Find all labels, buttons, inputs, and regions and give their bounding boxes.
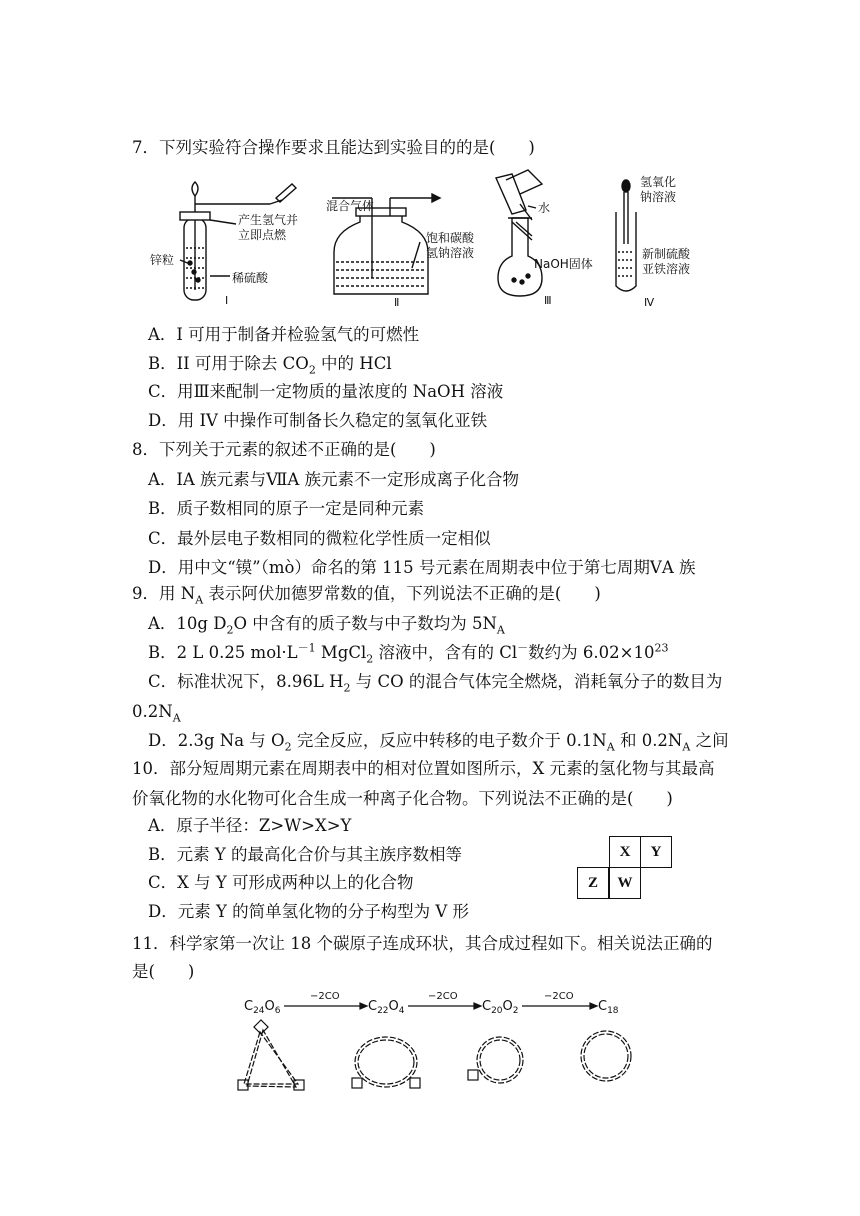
periodic-table-fragment — [577, 836, 677, 902]
q10-stem-line1: 10．部分短周期元素在周期表中的相对位置如图所示，X 元素的氢化物与其最高 — [132, 759, 715, 778]
q9-option-a: A．10g $D_2O$ 中含有的质子数与中子数均为 $5N_A$ — [148, 614, 505, 637]
label-iv-reagent2: 钠溶液 — [640, 190, 677, 204]
structure-c24o6 — [238, 1020, 304, 1090]
q10-stem-line2: 价氧化物的水化物可化合生成一种离子化合物。下列说法不正确的是( ) — [132, 789, 673, 808]
q8-option-d: D．用中文“镆”（mò）命名的第 115 号元素在周期表中位于第七周期ⅤA 族 — [148, 558, 696, 577]
structure-c18 — [581, 1031, 631, 1081]
label-ii-sol: 饱和碳酸 — [426, 231, 475, 245]
label-iii-solid: NaOH固体 — [534, 257, 593, 271]
label-i-zinc: 锌粒 — [150, 253, 175, 267]
label-ii-num: Ⅱ — [394, 296, 400, 309]
apparatus-iv — [616, 180, 636, 291]
q8-option-b: B．质子数相同的原子一定是同种元素 — [148, 499, 425, 518]
q11-synthesis-scheme — [230, 984, 650, 1114]
label-i-product: 产生氢气并 — [238, 213, 299, 227]
q10-option-a: A．原子半径：Z>W>X>Y — [148, 816, 352, 835]
structure-c22o4 — [352, 1037, 420, 1088]
q9-option-c: C．标准状况下，8.96L $H_2$ 与 CO 的混合气体完全燃烧，消耗氧分子的数目为 — [148, 672, 723, 695]
arrow-2-label: −2CO — [428, 991, 458, 1002]
label-iii-water: 水 — [538, 201, 551, 215]
label-iii-num: Ⅲ — [544, 294, 552, 307]
q8-option-a: A．ⅠA 族元素与ⅦA 族元素不一定形成离子化合物 — [148, 470, 520, 489]
formula-c24o6: $C_{24}O_6$ — [244, 999, 281, 1016]
label-ii-gas: 混合气体 — [326, 199, 375, 213]
q9-option-b: B．2 L 0.25 $mol\cdot L^{-1}$ MgCl$_2$ 溶液中，含有的 Cl－数约为 $6.02\times 10^{23}$ — [148, 641, 669, 666]
q7-stem: 7．下列实验符合操作要求且能达到实验目的的是( ) — [132, 138, 535, 157]
q10-option-d: D．元素 Y 的简单氢化物的分子构型为 V 形 — [148, 902, 470, 921]
cell-w: W — [609, 867, 641, 899]
formula-c18: $C_{18}$ — [598, 999, 619, 1016]
q9-stem: 9．用 $N_A$ 表示阿伏加德罗常数的值，下列说法不正确的是( ) — [132, 584, 601, 607]
cell-x: X — [609, 836, 641, 868]
label-i-num: Ⅰ — [225, 294, 229, 307]
q8-stem: 8．下列关于元素的叙述不正确的是( ) — [132, 440, 436, 459]
q10-option-b: B．元素 Y 的最高化合价与其主族序数相等 — [148, 845, 463, 864]
q7-option-c: C．用Ⅲ来配制一定物质的量浓度的 NaOH 溶液 — [148, 382, 504, 401]
label-ii-sol2: 氢钠溶液 — [426, 246, 475, 260]
arrow-1-label: −2CO — [310, 991, 340, 1002]
q7-option-d: D．用 IV 中操作可制备长久稳定的氢氧化亚铁 — [148, 411, 488, 430]
q10-option-c: C．X 与 Y 可形成两种以上的化合物 — [148, 873, 414, 892]
q7-option-b: B．II 可用于除去 $CO_2$ 中的 HCl — [148, 354, 392, 377]
structure-c20o2 — [468, 1037, 523, 1083]
label-iv-num: Ⅳ — [644, 296, 655, 309]
label-iv-reagent: 氢氧化 — [640, 175, 677, 189]
cell-z: Z — [577, 867, 609, 899]
q7-apparatus-figure — [150, 168, 710, 313]
q8-option-c: C．最外层电子数相同的微粒化学性质一定相似 — [148, 529, 491, 548]
label-iv-sol2: 亚铁溶液 — [642, 262, 691, 276]
label-iv-sol: 新制硫酸 — [642, 247, 691, 261]
formula-c22o4: $C_{22}O_4$ — [368, 999, 405, 1016]
formula-c20o2: $C_{20}O_2$ — [482, 999, 519, 1016]
label-i-product2: 立即点燃 — [238, 228, 287, 242]
q9-option-c-cont: $0.2N_A$ — [132, 702, 181, 725]
apparatus-iii — [496, 170, 542, 296]
arrow-3-label: −2CO — [544, 991, 574, 1002]
q11-stem-line1: 11．科学家第一次让 18 个碳原子连成环状，其合成过程如下。相关说法正确的 — [132, 934, 713, 953]
cell-y: Y — [640, 836, 672, 868]
q7-option-a: A．I 可用于制备并检验氢气的可燃性 — [148, 325, 420, 344]
q9-option-d: D．2.3g Na 与 $O_2$ 完全反应，反应中转移的电子数介于 $0.1N_A$ 和 $0.2N_A$ 之间 — [148, 731, 729, 754]
label-i-acid: 稀硫酸 — [232, 271, 269, 285]
q11-stem-line2: 是( ) — [132, 962, 195, 981]
